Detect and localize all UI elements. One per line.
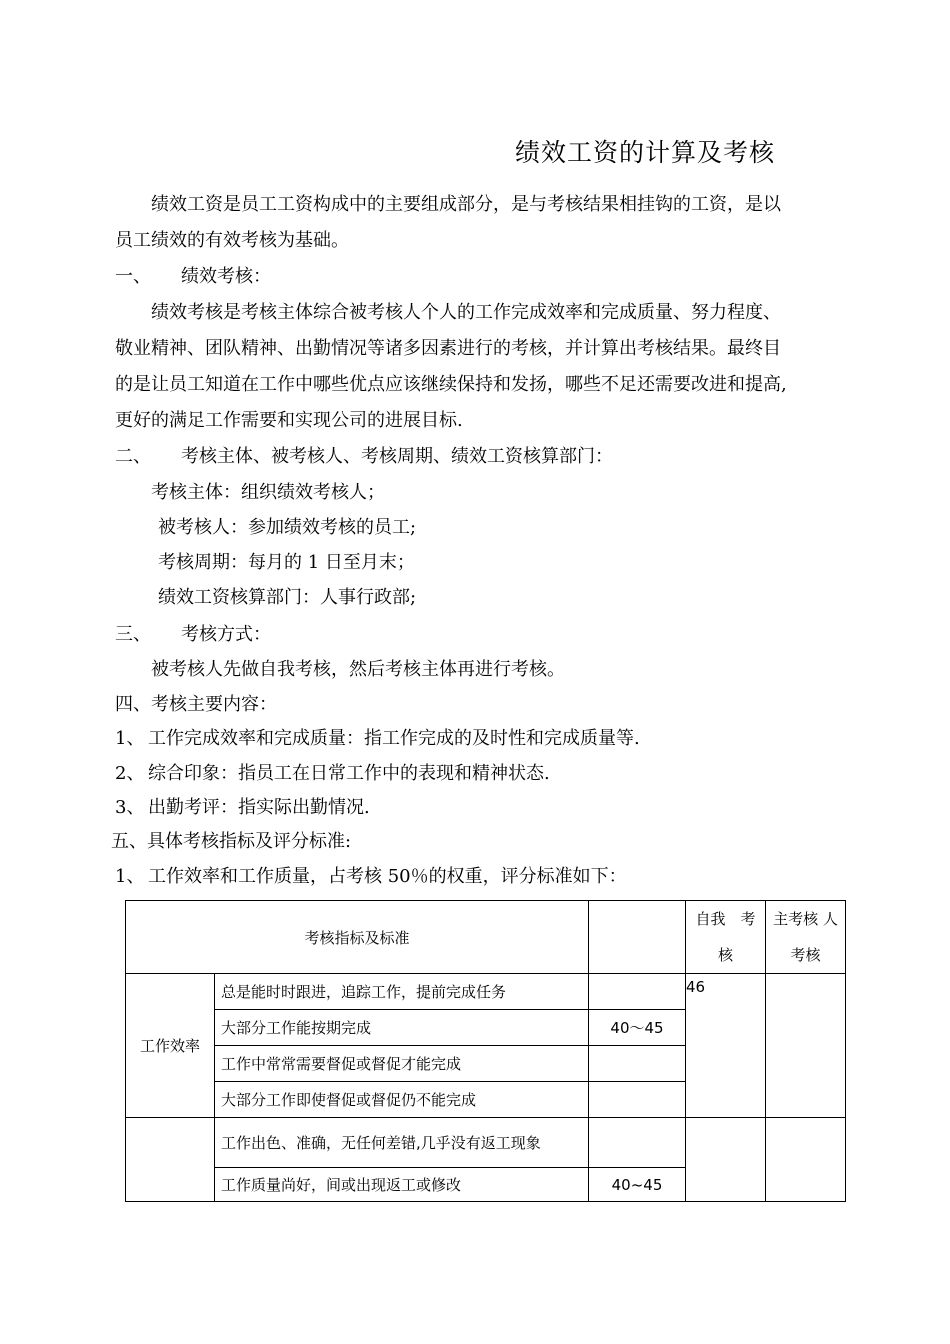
criteria-cell: 大部分工作即使督促或督促仍不能完成 [215,1082,589,1118]
section-2-heading [115,438,613,475]
section-1-heading [115,258,271,295]
sec4-item [115,789,370,826]
section-4-heading: 四、考核主要内容： [115,694,277,715]
intro-line-1: 绩效工资是员工工资构成中的主要组成部分，是与考核结果相挂钩的工资，是以 [151,194,781,215]
table-header-row [126,901,846,974]
criteria-header: 考核指标及标准 [126,901,589,974]
header-line: 自我 考 [695,910,756,928]
item-text: 出勤考评：指实际出勤情况. [148,797,370,818]
score-range-cell [589,974,686,1010]
section-3-body: 被考核人先做自我考核，然后考核主体再进行考核。 [151,659,565,680]
category-cell [126,1118,215,1202]
sec2-item: 考核周期：每月的 1 日至月末； [158,552,415,573]
item-number: 3、 [115,797,145,818]
item-text: 工作效率和工作质量，占考核 50％的权重，评分标准如下： [148,866,627,887]
sec2-item: 被考核人：参加绩效考核的员工; [158,517,417,538]
section-1-body-line: 更好的满足工作需要和实现公司的进展目标. [115,410,463,431]
item-number: 1、 [115,866,145,887]
main-score-cell [766,1118,846,1202]
criteria-cell: 工作出色、准确，无任何差错,几乎没有返工现象 [215,1118,589,1168]
header-line: 主考核 人 [773,910,838,928]
table-row [126,1118,846,1168]
section-1-body-line: 的是让员工知道在工作中哪些优点应该继续保持和发扬，哪些不足还需要改进和提高, [115,374,787,395]
sec5-item [115,858,627,895]
header-line: 考核 [790,946,821,964]
section-title: 考核方式： [181,624,271,645]
section-number: 一、 [115,266,151,287]
section-1-body-line: 绩效考核是考核主体综合被考核人个人的工作完成效率和完成质量、努力程度、 [151,302,781,323]
section-title: 绩效考核： [181,266,271,287]
document-title: 绩效工资的计算及考核 [515,138,776,167]
section-5-heading: 五、具体考核指标及评分标准: [111,831,352,852]
criteria-cell: 大部分工作能按期完成 [215,1010,589,1046]
item-number: 1、 [115,728,145,749]
intro-line-2: 员工绩效的有效考核为基础。 [115,230,349,251]
sec2-item: 考核主体：组织绩效考核人； [151,482,385,503]
criteria-cell: 总是能时时跟进，追踪工作，提前完成任务 [215,974,589,1010]
section-number: 三、 [115,624,151,645]
criteria-cell: 工作质量尚好，间或出现返工或修改 [215,1168,589,1202]
score-range-cell: 40～45 [589,1010,686,1046]
score-range-cell [589,1118,686,1168]
item-text: 工作完成效率和完成质量：指工作完成的及时性和完成质量等. [148,728,640,749]
section-3-heading [115,616,271,653]
header-line: 核 [718,946,734,964]
score-range-cell: 40~45 [589,1168,686,1202]
self-score-cell [686,1118,766,1202]
section-1-body-line: 敬业精神、团队精神、出勤情况等诸多因素进行的考核，并计算出考核结果。最终目 [115,338,781,359]
sec4-item [115,755,550,792]
score-range-header [589,901,686,974]
criteria-cell: 工作中常常需要督促或督促才能完成 [215,1046,589,1082]
main-score-cell [766,974,846,1118]
score-range-cell [589,1082,686,1118]
category-cell: 工作效率 [126,974,215,1118]
table-row [126,974,846,1010]
sec4-item [115,720,640,757]
self-assessment-header [686,901,766,974]
section-title: 考核主体、被考核人、考核周期、绩效工资核算部门： [181,446,613,467]
main-assessor-header [766,901,846,974]
item-text: 综合印象：指员工在日常工作中的表现和精神状态. [148,763,550,784]
score-range-cell [589,1046,686,1082]
section-number: 二、 [115,446,151,467]
sec2-item: 绩效工资核算部门：人事行政部; [158,587,417,608]
item-number: 2、 [115,763,145,784]
scoring-table [125,900,846,1202]
self-score-cell: 46 [686,974,766,1118]
